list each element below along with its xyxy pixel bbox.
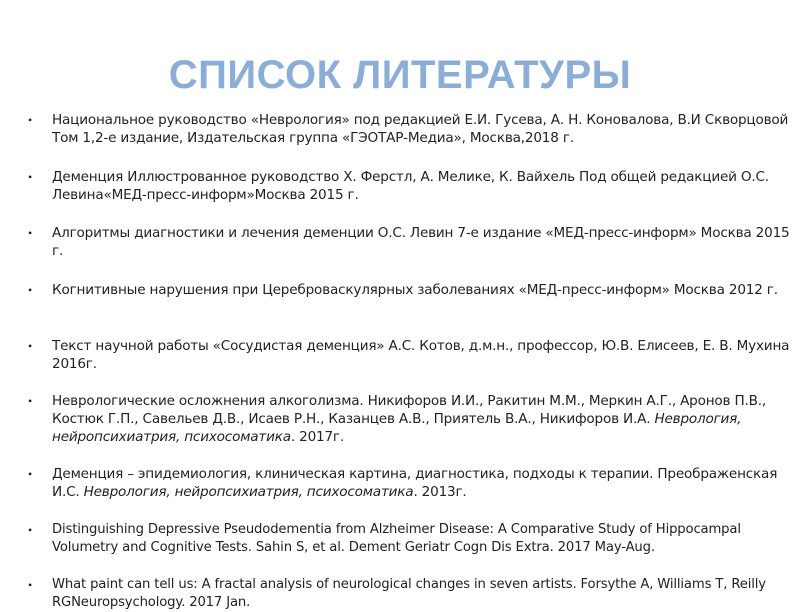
reference-main: Деменция – эпидемиология, клиническая картина, диагностика, подходы к терапии. Преображенская И.С.: [52, 466, 778, 500]
bullet-icon: •: [28, 170, 33, 184]
bullet-icon: •: [28, 339, 33, 353]
reference-text: [52, 576, 798, 612]
journal-title: Неврология, нейропсихиатрия, психосоматика: [83, 484, 414, 500]
reference-item: [28, 576, 798, 612]
reference-main: What paint can tell us: A fractal analysis of neurological changes in seven artists. Forsythe A, Williams T, Reilly RGNeuropsychology. 2017 Jan.: [52, 577, 766, 610]
reference-text: [52, 281, 798, 299]
reference-text: [52, 111, 798, 147]
reference-main: Distinguishing Depressive Pseudodementia from Alzheimer Disease: A Comparative Study of Hippocampal Volumetry and Cognitive Tests. Sahin S, et al. Dement Geriatr Cogn Dis Extra. 2017 May-Aug.: [52, 522, 741, 555]
reference-main: Неврологические осложнения алкоголизма. Никифоров И.И., Ракитин М.М., Меркин А.Г., Аронов П.В., Костюк Г.П., Савельев Д.В., Исаев Р.Н., Казанцев А.В., Приятель В.А., Никифоров И.А.: [52, 393, 766, 427]
bullet-icon: •: [28, 578, 33, 592]
bullet-icon: •: [28, 226, 33, 240]
reference-text: [52, 521, 798, 557]
reference-text: [52, 392, 798, 446]
reference-main: Алгоритмы диагностики и лечения деменции О.С. Левин 7-е издание «МЕД-пресс-информ» Москва 2015 г.: [52, 225, 790, 259]
reference-text: [52, 337, 798, 373]
reference-item: [28, 337, 798, 373]
bullet-icon: •: [28, 523, 33, 537]
bullet-icon: •: [28, 283, 33, 297]
reference-tail: . 2013г.: [413, 484, 467, 500]
reference-main: Текст научной работы «Сосудистая деменция» А.С. Котов, д.м.н., профессор, Ю.В. Елисеев, Е. В. Мухина 2016г.: [52, 338, 790, 372]
reference-main: Национальное руководство «Неврология» под редакцией Е.И. Гусева, А. Н. Коновалова, В.И Скворцовой Том 1,2-е издание, Издательская группа «ГЭОТАР-Медиа», Москва,2018 г.: [52, 112, 789, 146]
reference-text: [52, 168, 798, 204]
reference-item: [28, 111, 798, 147]
bullet-icon: •: [28, 394, 33, 408]
journal-title: Неврология, нейропсихиатрия, психосоматика: [52, 411, 742, 445]
bullet-icon: •: [28, 113, 33, 127]
reference-main: Когнитивные нарушения при Цереброваскулярных заболеваниях «МЕД-пресс-информ» Москва 2012 г.: [52, 282, 778, 298]
slide-title: СПИСОК ЛИТЕРАТУРЫ: [168, 53, 632, 97]
reference-item: [28, 465, 798, 501]
reference-main: Деменция Иллюстрованное руководство Х. Ферстл, А. Мелике, К. Вайхель Под общей редакцией О.С. Левина«МЕД-пресс-информ»Москва 2015 г.: [52, 169, 769, 203]
reference-item: [28, 281, 798, 299]
bullet-icon: •: [28, 467, 33, 481]
reference-item: [28, 224, 798, 260]
reference-item: [28, 521, 798, 557]
reference-tail: . 2017г.: [290, 429, 344, 445]
reference-item: [28, 168, 798, 204]
reference-text: [52, 465, 798, 501]
reference-text: [52, 224, 798, 260]
reference-item: [28, 392, 798, 446]
